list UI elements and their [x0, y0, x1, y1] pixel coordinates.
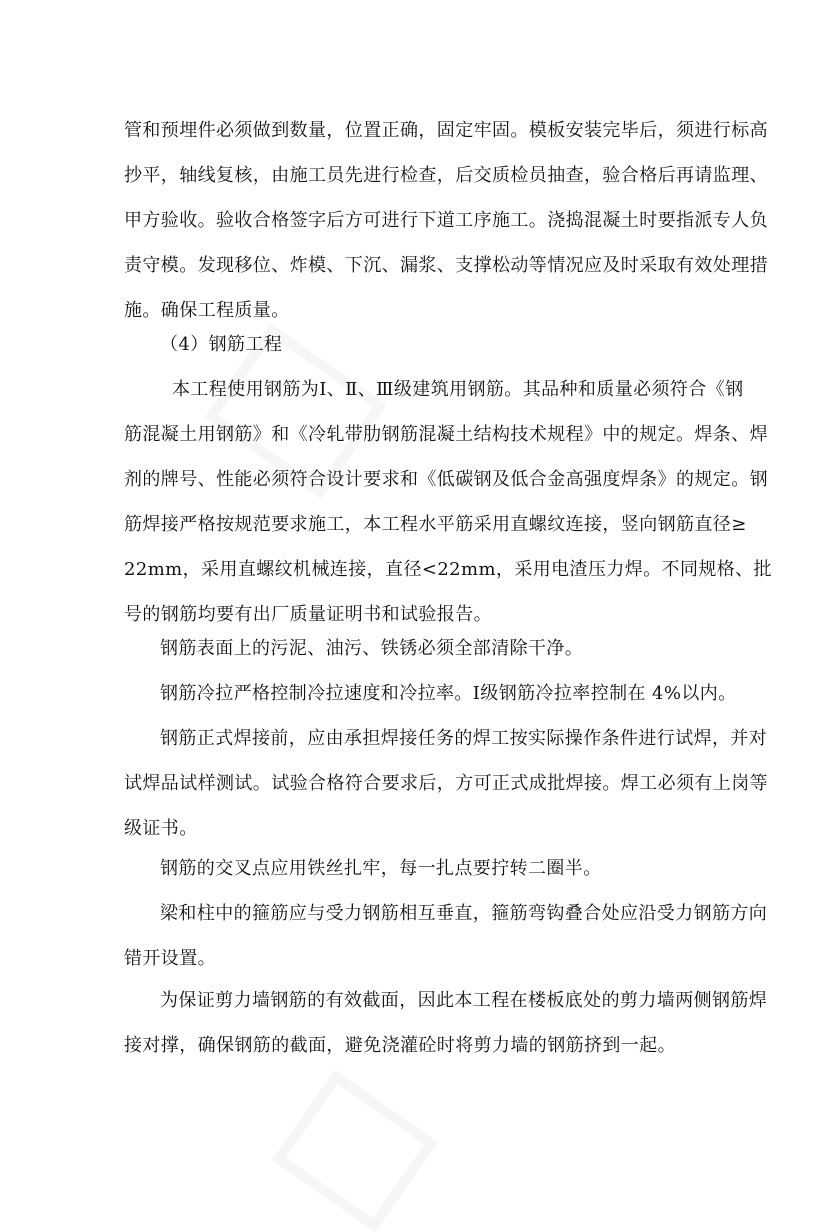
text-line: 级证书。 [124, 818, 198, 839]
text-line: 钢筋冷拉严格控制冷拉速度和冷拉率。Ⅰ级钢筋冷拉率控制在 4%以内。 [160, 683, 737, 704]
text-line: 筋焊接严格按规范要求施工，本工程水平筋采用直螺纹连接，竖向钢筋直径≥ [124, 514, 747, 535]
text-line: 22mm，采用直螺纹机械连接，直径<22mm，采用电渣压力焊。不同规格、批 [124, 559, 772, 580]
text-line: 为保证剪力墙钢筋的有效截面，因此本工程在楼板底处的剪力墙两侧钢筋焊 [160, 990, 768, 1011]
text-line: 筋混凝土用钢筋》和《冷轧带肋钢筋混凝土结构技术规程》中的规定。焊条、焊 [124, 424, 768, 445]
text-line: 本工程使用钢筋为Ⅰ、Ⅱ、Ⅲ级建筑用钢筋。其品种和质量必须符合《钢 [172, 379, 744, 400]
text-line: 甲方验收。验收合格签字后方可进行下道工序施工。浇捣混凝土时要指派专人负 [124, 210, 768, 231]
text-line: 梁和柱中的箍筋应与受力钢筋相互垂直，箍筋弯钩叠合处应沿受力钢筋方向 [160, 903, 768, 924]
text-line: 试焊品试样测试。试验合格符合要求后，方可正式成批焊接。焊工必须有上岗等 [124, 773, 768, 794]
text-line: 钢筋正式焊接前，应由承担焊接任务的焊工按实际操作条件进行试焊，并对 [160, 728, 768, 749]
text-line: 钢筋的交叉点应用铁丝扎牢，每一扎点要拧转二圈半。 [160, 858, 602, 879]
text-line: 号的钢筋均要有出厂质量证明书和试验报告。 [124, 604, 492, 625]
heading-text: （4）钢筋工程 [160, 334, 283, 355]
watermark-stamp-bottom [272, 1070, 438, 1232]
text-line: 管和预埋件必须做到数量，位置正确，固定牢固。模板安装完毕后，须进行标高 [124, 120, 768, 141]
text-line: 错开设置。 [124, 948, 216, 969]
text-line: 钢筋表面上的污泥、油污、铁锈必须全部清除干净。 [160, 638, 584, 659]
text-line: 剂的牌号、性能必须符合设计要求和《低碳钢及低合金高强度焊条》的规定。钢 [124, 469, 768, 490]
text-line: 抄平，轴线复核，由施工员先进行检查，后交质检员抽查，验合格后再请监理、 [124, 165, 768, 186]
text-line: 施。确保工程质量。 [124, 300, 290, 321]
text-line: 接对撑，确保钢筋的截面，避免浇灌砼时将剪力墙的钢筋挤到一起。 [124, 1035, 676, 1056]
text-line: 责守模。发现移位、炸模、下沉、漏浆、支撑松动等情况应及时采取有效处理措 [124, 255, 768, 276]
